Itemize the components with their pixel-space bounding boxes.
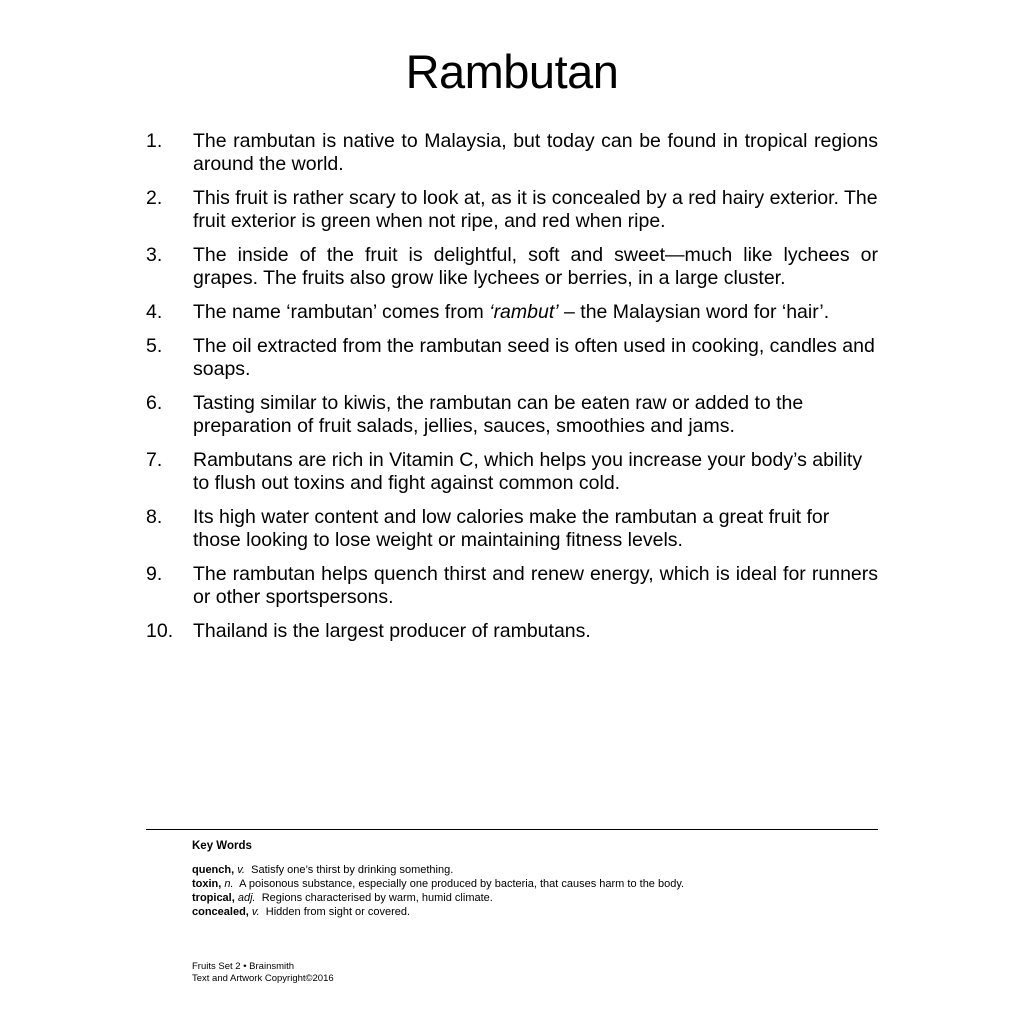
list-item-number: 10. bbox=[146, 620, 174, 642]
list-item bbox=[146, 301, 888, 324]
list-item bbox=[146, 620, 888, 643]
key-word-part-of-speech: v. bbox=[251, 906, 260, 918]
facts-list bbox=[146, 130, 888, 654]
list-item bbox=[146, 392, 888, 438]
key-word-entry bbox=[192, 891, 872, 905]
page-title: Rambutan bbox=[405, 45, 619, 98]
key-word-part-of-speech: adj. bbox=[237, 892, 256, 904]
list-item-text: Tasting similar to kiwis, the rambutan can be eaten raw or added to the preparation of fruit salads, jellies, sauces, smoothies and jams. bbox=[193, 392, 804, 437]
list-item bbox=[146, 449, 888, 495]
list-item-text bbox=[193, 301, 888, 324]
list-item-number: 7. bbox=[146, 449, 163, 471]
list-item bbox=[146, 187, 888, 233]
list-item-number: 3. bbox=[146, 244, 163, 266]
key-word-entry bbox=[192, 863, 872, 877]
list-item bbox=[146, 563, 888, 609]
key-word-entry bbox=[192, 905, 872, 919]
list-item-text: This fruit is rather scary to look at, as it is concealed by a red hairy exterior. The fruit exterior is green when not ripe, and red when ripe. bbox=[193, 187, 878, 232]
key-words-title: Key Words bbox=[192, 840, 252, 852]
footer bbox=[192, 961, 334, 985]
key-word-term: toxin, bbox=[192, 878, 222, 890]
key-word-definition: Regions characterised by warm, humid climate. bbox=[261, 892, 493, 904]
key-word-definition: Satisfy one’s thirst by drinking something. bbox=[251, 864, 454, 876]
key-words-section bbox=[192, 839, 872, 919]
key-word-part-of-speech: v. bbox=[237, 864, 245, 876]
list-item-number: 4. bbox=[146, 301, 163, 323]
list-item-text-part: – the Malaysian word for ‘hair’. bbox=[558, 301, 830, 323]
list-item-text-part: The name ‘rambutan’ comes from bbox=[193, 301, 490, 323]
list-item-number: 5. bbox=[146, 335, 163, 357]
list-item-text: Its high water content and low calories make the rambutan a great fruit for those looking to lose weight or maintaining fitness levels. bbox=[193, 506, 830, 551]
list-item-text: The oil extracted from the rambutan seed is often used in cooking, candles and soaps. bbox=[193, 335, 875, 380]
list-item-text: Thailand is the largest producer of rambutans. bbox=[193, 620, 591, 642]
divider bbox=[146, 829, 878, 830]
list-item bbox=[146, 244, 888, 290]
key-word-definition: Hidden from sight or covered. bbox=[265, 906, 411, 918]
key-word-definition: A poisonous substance, especially one produced by bacteria, that causes harm to the body. bbox=[239, 878, 685, 890]
key-word-term: concealed, bbox=[192, 906, 249, 918]
key-word-entry bbox=[192, 877, 872, 891]
footer-series: Fruits Set 2 • Brainsmith bbox=[192, 961, 295, 972]
list-item-number: 2. bbox=[146, 187, 163, 209]
list-item-number: 6. bbox=[146, 392, 163, 414]
list-item bbox=[146, 335, 888, 381]
list-item-number: 8. bbox=[146, 506, 163, 528]
key-word-term: quench, bbox=[192, 864, 235, 876]
footer-copyright: Text and Artwork Copyright©2016 bbox=[192, 973, 334, 984]
list-item-text: The rambutan is native to Malaysia, but today can be found in tropical regions around the world. bbox=[193, 130, 878, 175]
key-word-term: tropical, bbox=[192, 892, 235, 904]
list-item-text: Rambutans are rich in Vitamin C, which helps you increase your body’s ability to flush out toxins and fight against common cold. bbox=[193, 449, 863, 494]
list-item-number: 9. bbox=[146, 563, 163, 585]
list-item-text: The inside of the fruit is delightful, soft and sweet—much like lychees or grapes. The fruits also grow like lychees or berries, in a large cluster. bbox=[193, 244, 878, 289]
list-item-text: The rambutan helps quench thirst and renew energy, which is ideal for runners or other sportspersons. bbox=[193, 563, 878, 608]
key-word-part-of-speech: n. bbox=[224, 878, 234, 890]
list-item bbox=[146, 506, 888, 552]
list-item-number: 1. bbox=[146, 130, 163, 152]
list-item bbox=[146, 130, 888, 176]
list-item-text-italic: ‘rambut’ bbox=[489, 301, 559, 323]
